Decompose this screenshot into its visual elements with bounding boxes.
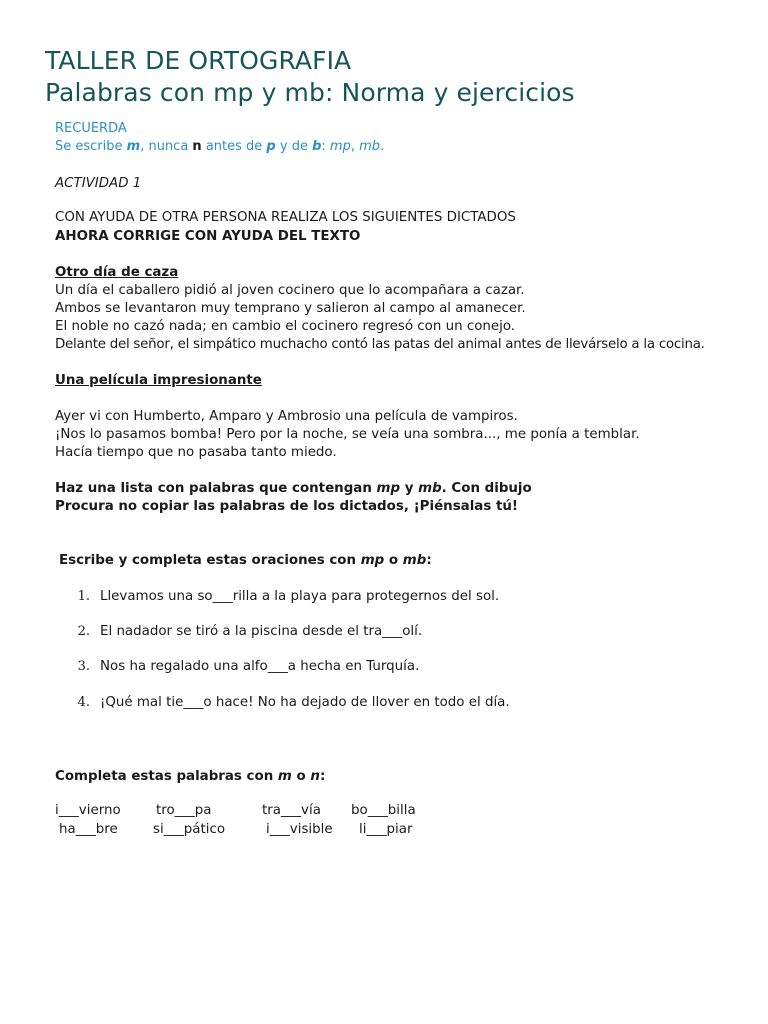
palabras-m: m xyxy=(277,769,292,784)
dictado2-line: ¡Nos lo pasamos bomba! Pero por la noche, se veía una sombra..., me ponía a temblar. xyxy=(55,427,640,442)
rule-mp: mp xyxy=(329,139,351,154)
recuerda-rule xyxy=(55,139,384,154)
rule-p: p xyxy=(266,139,276,154)
palabra: tra___vía xyxy=(262,803,321,818)
rule-text: Se escribe xyxy=(55,139,127,154)
rule-text: . xyxy=(380,139,385,154)
oraciones-text: Escribe y completa estas oraciones con xyxy=(59,553,361,568)
oracion-number: 4. xyxy=(77,695,90,710)
oraciones-heading xyxy=(59,552,432,570)
lista-text: y xyxy=(400,481,419,496)
palabras-n: n xyxy=(310,769,320,784)
dictado2-line: Ayer vi con Humberto, Amparo y Ambrosio una película de vampiros. xyxy=(55,409,518,424)
rule-text: , nunca xyxy=(140,139,193,154)
palabras-text: o xyxy=(291,769,311,784)
palabras-text: : xyxy=(319,769,326,784)
oracion-number: 3. xyxy=(77,659,90,674)
palabra: ha___bre xyxy=(59,822,118,837)
palabra: si___pático xyxy=(153,822,226,837)
oracion-item xyxy=(74,624,422,639)
lista-text: Procura no copiar las palabras de los dictados xyxy=(55,499,404,514)
actividad-label: ACTIVIDAD 1 xyxy=(55,176,142,191)
dictado1-line: Ambos se levantaron muy temprano y salieron al campo al amanecer. xyxy=(55,301,526,316)
palabra: i___vierno xyxy=(55,803,121,818)
oracion-text: Nos ha regalado una alfo___a hecha en Turquía. xyxy=(100,659,420,674)
rule-mb: mb xyxy=(359,139,381,154)
page-title-2: Palabras con mp y mb: Norma y ejercicios xyxy=(45,78,575,107)
oracion-item xyxy=(74,589,499,604)
lista-instruccion-2 xyxy=(55,498,518,516)
palabras-heading xyxy=(55,768,325,786)
oracion-item xyxy=(74,659,419,674)
palabra: tro___pa xyxy=(156,803,212,818)
oracion-item xyxy=(74,695,510,710)
lista-text: . Con dibujo xyxy=(441,481,532,496)
dictado2-line: Hacía tiempo que no pasaba tanto miedo. xyxy=(55,445,337,460)
oracion-text: Llevamos una so___rilla a la playa para protegernos del sol. xyxy=(100,589,500,604)
oraciones-text: o xyxy=(384,553,403,568)
oracion-number: 2. xyxy=(77,624,90,639)
rule-b: b xyxy=(312,139,322,154)
lista-mb: mb xyxy=(418,481,442,496)
oracion-text: El nadador se tiró a la piscina desde el tra___olí. xyxy=(100,624,423,639)
dictado1-title: Otro día de caza xyxy=(55,265,179,280)
rule-m: m xyxy=(126,139,141,154)
instruccion-dictados: CON AYUDA DE OTRA PERSONA REALIZA LOS SIGUIENTES DICTADOS xyxy=(55,210,516,225)
rule-text: y de xyxy=(275,139,313,154)
dictado1-line: El noble no cazó nada; en cambio el cocinero regresó con un conejo. xyxy=(55,319,516,334)
dictado2-title: Una película impresionante xyxy=(55,373,262,388)
lista-text: Haz una lista con palabras que contengan xyxy=(55,481,377,496)
oraciones-text: : xyxy=(426,553,432,568)
dictado1-line: Un día el caballero pidió al joven cocinero que lo acompañara a cazar. xyxy=(55,283,525,298)
rule-n: n xyxy=(192,139,202,154)
dictado1-line: Delante del señor, el simpático muchacho contó las patas del animal antes de llevárselo a la cocina. xyxy=(55,337,705,352)
oraciones-mb: mb xyxy=(402,553,427,568)
lista-text: , ¡Piénsalas tú! xyxy=(403,499,519,514)
rule-text: antes de xyxy=(201,139,267,154)
rule-text: : xyxy=(321,139,330,154)
palabra: li___piar xyxy=(359,822,413,837)
oraciones-mp: mp xyxy=(360,553,385,568)
lista-instruccion-1 xyxy=(55,480,532,498)
oracion-number: 1. xyxy=(77,589,90,604)
page-title-1: TALLER DE ORTOGRAFIA xyxy=(45,46,352,75)
palabra: i___visible xyxy=(266,822,333,837)
rule-text: , xyxy=(350,139,360,154)
lista-mp: mp xyxy=(376,481,401,496)
instruccion-corrige: AHORA CORRIGE CON AYUDA DEL TEXTO xyxy=(55,229,361,244)
palabras-text: Completa estas palabras con xyxy=(55,769,278,784)
palabra: bo___billa xyxy=(351,803,416,818)
recuerda-label: RECUERDA xyxy=(55,121,127,136)
oracion-text: ¡Qué mal tie___o hace! No ha dejado de llover en todo el día. xyxy=(100,695,510,710)
